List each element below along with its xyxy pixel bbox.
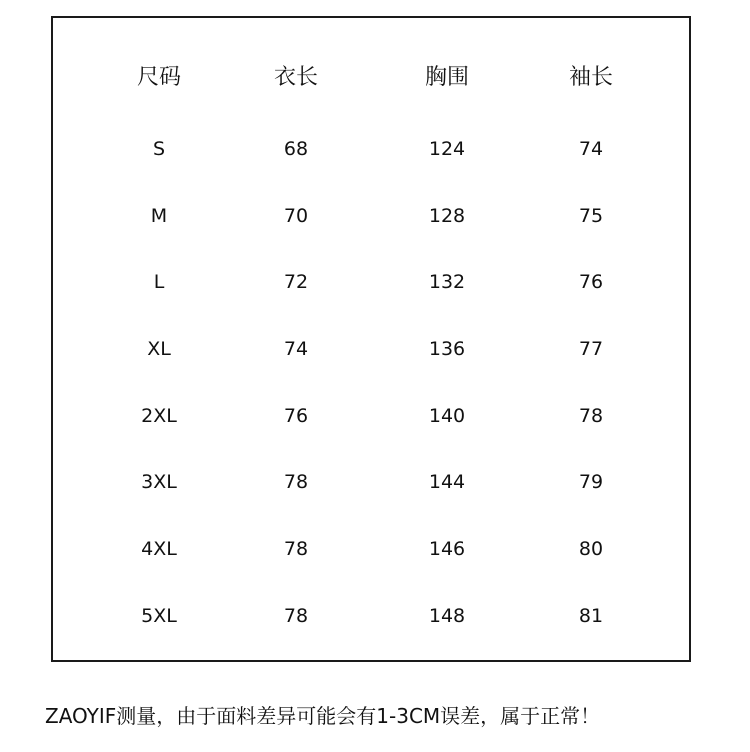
table-row [53, 329, 689, 369]
sleeve-cell: 75 [578, 205, 604, 227]
size-cell: 5XL [141, 605, 177, 627]
size-cell: S [152, 138, 166, 160]
size-cell: 2XL [141, 405, 177, 427]
header-chest: 胸围 [424, 65, 469, 90]
sleeve-cell: 79 [578, 471, 604, 493]
size-cell: 4XL [141, 538, 177, 560]
length-cell: 78 [283, 605, 309, 627]
header-sleeve: 袖长 [568, 65, 613, 90]
chest-cell: 146 [428, 538, 466, 560]
measurement-note: ZAOYIF测量，由于面料差异可能会有1-3CM误差，属于正常！ [45, 704, 601, 728]
sleeve-cell: 74 [578, 138, 604, 160]
sleeve-cell: 81 [578, 605, 604, 627]
length-cell: 68 [283, 138, 309, 160]
table-row [53, 129, 689, 169]
length-cell: 70 [283, 205, 309, 227]
table-header-row [53, 58, 689, 98]
chest-cell: 132 [428, 271, 466, 293]
table-row [53, 262, 689, 302]
header-length: 衣长 [273, 65, 318, 90]
length-cell: 76 [283, 405, 309, 427]
sleeve-cell: 78 [578, 405, 604, 427]
table-row [53, 529, 689, 569]
length-cell: 78 [283, 471, 309, 493]
size-cell: 3XL [141, 471, 177, 493]
size-table [53, 18, 689, 660]
chest-cell: 124 [428, 138, 466, 160]
table-row [53, 396, 689, 436]
length-cell: 74 [283, 338, 309, 360]
size-cell: L [153, 271, 165, 293]
table-row [53, 462, 689, 502]
length-cell: 78 [283, 538, 309, 560]
sleeve-cell: 76 [578, 271, 604, 293]
size-cell: M [150, 205, 168, 227]
size-chart-frame [51, 16, 691, 662]
length-cell: 72 [283, 271, 309, 293]
sleeve-cell: 80 [578, 538, 604, 560]
table-row [53, 596, 689, 636]
chest-cell: 148 [428, 605, 466, 627]
chest-cell: 136 [428, 338, 466, 360]
chest-cell: 140 [428, 405, 466, 427]
table-row [53, 196, 689, 236]
size-cell: XL [147, 338, 171, 360]
chest-cell: 128 [428, 205, 466, 227]
header-size: 尺码 [136, 65, 181, 90]
chest-cell: 144 [428, 471, 466, 493]
sleeve-cell: 77 [578, 338, 604, 360]
